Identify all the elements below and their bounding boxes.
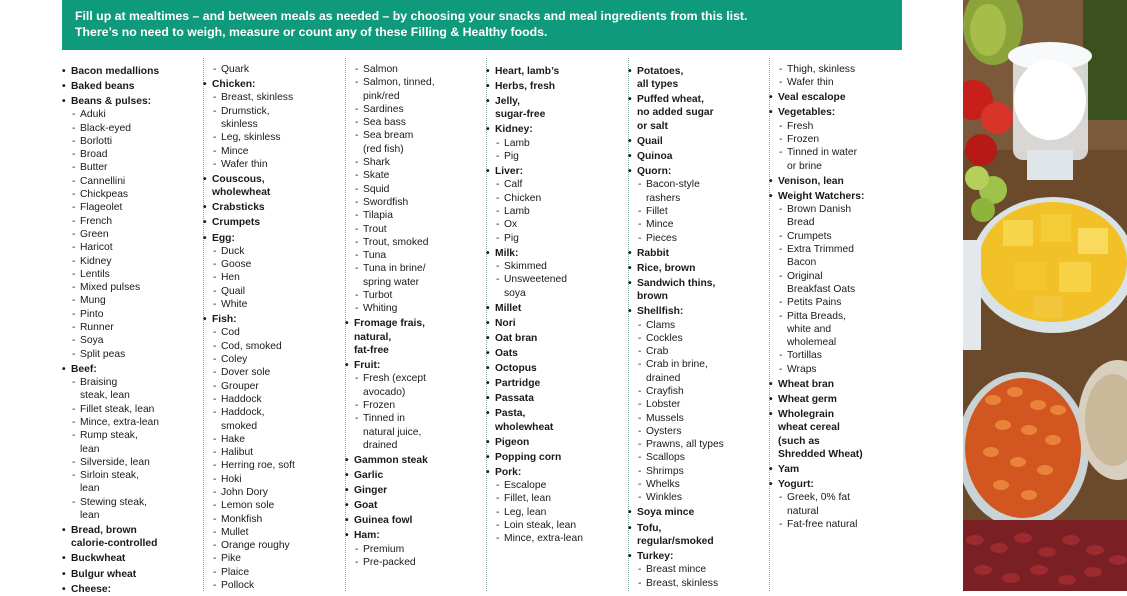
food-heading: • Liver: bbox=[486, 165, 583, 178]
food-subitem: - Trout, smoked bbox=[345, 236, 435, 249]
food-subitem: - Pre-packed bbox=[345, 556, 435, 569]
food-subitem: - Grouper bbox=[203, 380, 295, 393]
food-heading: • Veal escalope bbox=[769, 91, 864, 104]
food-subitem: - Hoki bbox=[203, 473, 295, 486]
food-subitem: - Turbot bbox=[345, 289, 435, 302]
food-subitem: - Premium bbox=[345, 543, 435, 556]
food-heading: • Egg: bbox=[203, 232, 295, 245]
food-subitem: - Sea bream bbox=[345, 129, 435, 142]
food-heading-continued: wholewheat bbox=[495, 421, 554, 433]
food-subitem: - Tilapia bbox=[345, 209, 435, 222]
food-subitem: - Haricot bbox=[62, 241, 159, 254]
food-subitem: - Mung bbox=[62, 294, 159, 307]
food-subitem: - Fat-free natural bbox=[769, 518, 864, 531]
food-subitem: - Tortillas bbox=[769, 349, 864, 362]
food-subitem: - Aduki bbox=[62, 108, 159, 121]
food-subitem: - Hen bbox=[203, 271, 295, 284]
food-subitem: - Mullet bbox=[203, 526, 295, 539]
food-heading: • Beans & pulses: bbox=[62, 95, 159, 108]
food-subitem: - Mussels bbox=[628, 412, 724, 425]
food-heading: • Soya mince bbox=[628, 506, 724, 519]
food-subitem: - Breast mince bbox=[628, 563, 724, 576]
food-subitem: - Skate bbox=[345, 169, 435, 182]
food-heading: • Rice, brown bbox=[628, 262, 724, 275]
food-heading: • Millet bbox=[486, 302, 583, 315]
food-subitem: - Lamb bbox=[486, 137, 583, 150]
food-subitem: - Salmon, tinned, bbox=[345, 76, 435, 89]
food-heading: • Milk: bbox=[486, 247, 583, 260]
food-subitem-continued: rashers bbox=[646, 192, 681, 204]
food-heading: • Fruit: bbox=[345, 359, 435, 372]
food-subitem-continued: pink/red bbox=[363, 90, 400, 102]
food-heading: • Goat bbox=[345, 499, 435, 512]
food-heading-continued: wholewheat bbox=[212, 187, 271, 199]
food-subitem: - Unsweetened bbox=[486, 273, 583, 286]
food-subitem: - Frozen bbox=[345, 399, 435, 412]
food-list-column-5 bbox=[628, 63, 724, 590]
food-subitem: - Haddock bbox=[203, 393, 295, 406]
food-subitem: - Thigh, skinless bbox=[769, 63, 864, 76]
food-heading: • Crumpets bbox=[203, 216, 295, 229]
food-heading: • Sandwich thins, bbox=[628, 277, 724, 290]
food-subitem: - Quark bbox=[203, 63, 295, 76]
food-heading: • Fish: bbox=[203, 313, 295, 326]
food-subitem-continued: Bacon bbox=[787, 257, 817, 269]
food-subitem: - Plaice bbox=[203, 566, 295, 579]
food-subitem: - Chicken bbox=[486, 192, 583, 205]
food-subitem: - Quail bbox=[203, 285, 295, 298]
food-subitem: - Greek, 0% fat bbox=[769, 491, 864, 504]
food-subitem: - Ox bbox=[486, 218, 583, 231]
food-subitem-continued: lean bbox=[80, 443, 100, 455]
food-heading: • Pork: bbox=[486, 466, 583, 479]
food-subitem-continued: Breakfast Oats bbox=[787, 283, 856, 295]
food-subitem: - Halibut bbox=[203, 446, 295, 459]
food-subitem-continued: drained bbox=[363, 439, 398, 451]
food-photo-illustration bbox=[963, 0, 1127, 591]
food-subitem: - Shark bbox=[345, 156, 435, 169]
food-subitem: - Mixed pulses bbox=[62, 281, 159, 294]
food-list-column-6 bbox=[769, 63, 864, 531]
food-subitem: - Breast, skinless bbox=[628, 577, 724, 590]
food-heading: • Fromage frais, bbox=[345, 317, 435, 330]
food-subitem: - Pig bbox=[486, 232, 583, 245]
food-subitem: - Sirloin steak, bbox=[62, 469, 159, 482]
food-subitem: - Mince, extra-lean bbox=[486, 532, 583, 545]
food-subitem: - Fillet, lean bbox=[486, 492, 583, 505]
food-subitem: - Prawns, all types bbox=[628, 438, 724, 451]
food-list-column-1 bbox=[62, 63, 159, 596]
food-subitem: - Bacon-style bbox=[628, 178, 724, 191]
food-heading: • Oat bran bbox=[486, 332, 583, 345]
food-subitem: - Braising bbox=[62, 376, 159, 389]
food-heading: • Jelly, bbox=[486, 95, 583, 108]
food-heading: • Cheese: bbox=[62, 583, 159, 596]
food-subitem: - Leg, lean bbox=[486, 506, 583, 519]
food-subitem: - Coley bbox=[203, 353, 295, 366]
food-heading: • Chicken: bbox=[203, 78, 295, 91]
food-subitem: - Wafer thin bbox=[203, 158, 295, 171]
food-heading-continued: natural, bbox=[354, 331, 392, 343]
food-subitem: - Petits Pains bbox=[769, 296, 864, 309]
food-subitem: - Mince bbox=[628, 218, 724, 231]
food-subitem: - Brown Danish bbox=[769, 203, 864, 216]
food-heading: • Wheat germ bbox=[769, 393, 864, 406]
food-subitem: - Chickpeas bbox=[62, 188, 159, 201]
food-list-column-4 bbox=[486, 63, 583, 546]
food-subitem: - Soya bbox=[62, 334, 159, 347]
food-heading: • Rabbit bbox=[628, 247, 724, 260]
food-subitem: - Pieces bbox=[628, 232, 724, 245]
food-heading: • Wholegrain bbox=[769, 408, 864, 421]
food-subitem-continued: wholemeal bbox=[787, 337, 837, 349]
food-subitem: - Pig bbox=[486, 150, 583, 163]
food-subitem: - Calf bbox=[486, 178, 583, 191]
food-subitem: - Salmon bbox=[345, 63, 435, 76]
food-subitem: - Wraps bbox=[769, 363, 864, 376]
healthy-food-photo bbox=[963, 0, 1127, 591]
food-heading-continued: regular/smoked bbox=[637, 535, 714, 547]
food-subitem: - Monkfish bbox=[203, 513, 295, 526]
food-subitem: - Herring roe, soft bbox=[203, 459, 295, 472]
food-subitem-continued: natural juice, bbox=[363, 426, 422, 438]
food-heading: • Guinea fowl bbox=[345, 514, 435, 527]
food-subitem: - Fresh (except bbox=[345, 372, 435, 385]
food-subitem: - Fresh bbox=[769, 120, 864, 133]
food-heading: • Puffed wheat, bbox=[628, 93, 724, 106]
food-subitem: - Original bbox=[769, 270, 864, 283]
food-subitem: - Duck bbox=[203, 245, 295, 258]
food-subitem: - Fillet steak, lean bbox=[62, 403, 159, 416]
food-heading: • Turkey: bbox=[628, 550, 724, 563]
food-heading-continued: Shredded Wheat) bbox=[778, 448, 863, 460]
food-subitem-continued: or brine bbox=[787, 160, 822, 172]
food-heading: • Yogurt: bbox=[769, 478, 864, 491]
food-heading-continued: or salt bbox=[637, 120, 668, 132]
food-subitem: - Cockles bbox=[628, 332, 724, 345]
food-subitem: - Orange roughy bbox=[203, 539, 295, 552]
food-subitem: - Tinned in water bbox=[769, 146, 864, 159]
food-heading: • Kidney: bbox=[486, 123, 583, 136]
food-subitem: - French bbox=[62, 215, 159, 228]
food-heading: • Ginger bbox=[345, 484, 435, 497]
food-heading: • Gammon steak bbox=[345, 454, 435, 467]
food-heading: • Couscous, bbox=[203, 173, 295, 186]
food-heading: • Passata bbox=[486, 392, 583, 405]
food-subitem: - Drumstick, bbox=[203, 105, 295, 118]
food-subitem-continued: avocado) bbox=[363, 386, 406, 398]
food-heading: • Nori bbox=[486, 317, 583, 330]
food-subitem: - Dover sole bbox=[203, 366, 295, 379]
food-heading: • Oats bbox=[486, 347, 583, 360]
food-subitem-continued: drained bbox=[646, 372, 681, 384]
food-subitem: - Cod, smoked bbox=[203, 340, 295, 353]
food-heading-continued: brown bbox=[637, 291, 668, 303]
food-subitem: - Swordfish bbox=[345, 196, 435, 209]
food-heading-continued: sugar-free bbox=[495, 109, 546, 121]
food-heading: • Baked beans bbox=[62, 80, 159, 93]
food-heading-continued: calorie-controlled bbox=[71, 538, 158, 550]
food-subitem: - Tuna bbox=[345, 249, 435, 262]
food-subitem: - Mince, extra-lean bbox=[62, 416, 159, 429]
food-subitem: - Whiting bbox=[345, 302, 435, 315]
food-subitem: - Kidney bbox=[62, 255, 159, 268]
food-subitem: - Crayfish bbox=[628, 385, 724, 398]
intro-banner bbox=[62, 0, 902, 50]
food-heading: • Wheat bran bbox=[769, 378, 864, 391]
food-heading: • Vegetables: bbox=[769, 106, 864, 119]
food-heading-continued: wheat cereal bbox=[778, 422, 840, 434]
food-heading: • Potatoes, bbox=[628, 65, 724, 78]
food-subitem: - Runner bbox=[62, 321, 159, 334]
food-heading: • Garlic bbox=[345, 469, 435, 482]
food-subitem: - Haddock, bbox=[203, 406, 295, 419]
food-subitem: - Whelks bbox=[628, 478, 724, 491]
food-heading: • Octopus bbox=[486, 362, 583, 375]
food-subitem: - Split peas bbox=[62, 348, 159, 361]
food-subitem: - Borlotti bbox=[62, 135, 159, 148]
food-subitem: - Clams bbox=[628, 319, 724, 332]
food-heading-continued: fat-free bbox=[354, 345, 389, 357]
food-subitem: - Lemon sole bbox=[203, 499, 295, 512]
food-subitem-continued: steak, lean bbox=[80, 390, 130, 402]
food-heading: • Yam bbox=[769, 463, 864, 476]
food-heading: • Bulgur wheat bbox=[62, 568, 159, 581]
food-subitem: - Tuna in brine/ bbox=[345, 262, 435, 275]
banner-line-2: There’s no need to weigh, measure or count any of these Filling & Healthy foods. bbox=[75, 25, 548, 39]
food-subitem: - Shrimps bbox=[628, 465, 724, 478]
food-subitem: - Rump steak, bbox=[62, 429, 159, 442]
food-subitem: - Skimmed bbox=[486, 260, 583, 273]
food-subitem: - Sea bass bbox=[345, 116, 435, 129]
banner-line-1: Fill up at mealtimes – and between meals as needed – by choosing your snacks and meal ingredients from this list. bbox=[75, 9, 748, 23]
food-heading: • Quinoa bbox=[628, 150, 724, 163]
food-subitem: - Crumpets bbox=[769, 230, 864, 243]
food-list-column-3 bbox=[345, 63, 435, 569]
food-subitem: - Pike bbox=[203, 552, 295, 565]
food-subitem: - Cod bbox=[203, 326, 295, 339]
food-subitem: - Scallops bbox=[628, 451, 724, 464]
food-heading: • Venison, lean bbox=[769, 175, 864, 188]
food-heading-continued: no added sugar bbox=[637, 107, 714, 119]
food-heading: • Partridge bbox=[486, 377, 583, 390]
food-heading: • Shellfish: bbox=[628, 305, 724, 318]
food-subitem: - Pinto bbox=[62, 308, 159, 321]
food-heading-continued: all types bbox=[637, 79, 679, 91]
food-subitem: - Fillet bbox=[628, 205, 724, 218]
food-subitem: - Goose bbox=[203, 258, 295, 271]
food-subitem: - Extra Trimmed bbox=[769, 243, 864, 256]
food-subitem: - Broad bbox=[62, 148, 159, 161]
food-subitem: - Pitta Breads, bbox=[769, 310, 864, 323]
food-subitem: - Silverside, lean bbox=[62, 456, 159, 469]
food-heading: • Heart, lamb’s bbox=[486, 65, 583, 78]
food-heading: • Herbs, fresh bbox=[486, 80, 583, 93]
food-subitem: - Loin steak, lean bbox=[486, 519, 583, 532]
food-subitem-continued: natural bbox=[787, 505, 819, 517]
food-heading: • Pigeon bbox=[486, 436, 583, 449]
food-subitem: - White bbox=[203, 298, 295, 311]
food-list-column-2 bbox=[203, 63, 295, 592]
food-heading: • Bacon medallions bbox=[62, 65, 159, 78]
food-heading: • Quorn: bbox=[628, 165, 724, 178]
food-subitem: - Frozen bbox=[769, 133, 864, 146]
food-subitem: - Butter bbox=[62, 161, 159, 174]
food-subitem: - Cannellini bbox=[62, 175, 159, 188]
food-subitem-continued: smoked bbox=[221, 420, 258, 432]
food-subitem: - John Dory bbox=[203, 486, 295, 499]
food-subitem-continued: lean bbox=[80, 509, 100, 521]
food-subitem: - Crab in brine, bbox=[628, 358, 724, 371]
food-subitem-continued: (red fish) bbox=[363, 143, 404, 155]
food-subitem-continued: skinless bbox=[221, 118, 258, 130]
food-subitem: - Hake bbox=[203, 433, 295, 446]
food-subitem: - Breast, skinless bbox=[203, 91, 295, 104]
food-subitem: - Squid bbox=[345, 183, 435, 196]
food-heading: • Beef: bbox=[62, 363, 159, 376]
food-heading: • Popping corn bbox=[486, 451, 583, 464]
food-heading: • Weight Watchers: bbox=[769, 190, 864, 203]
food-subitem: - Sardines bbox=[345, 103, 435, 116]
food-heading: • Pasta, bbox=[486, 407, 583, 420]
food-subitem: - Lobster bbox=[628, 398, 724, 411]
food-subitem: - Crab bbox=[628, 345, 724, 358]
food-subitem: - Trout bbox=[345, 223, 435, 236]
food-subitem-continued: spring water bbox=[363, 276, 420, 288]
food-subitem: - Pollock bbox=[203, 579, 295, 592]
food-subitem: - Leg, skinless bbox=[203, 131, 295, 144]
food-subitem: - Escalope bbox=[486, 479, 583, 492]
food-subitem: - Tinned in bbox=[345, 412, 435, 425]
food-heading: • Tofu, bbox=[628, 522, 724, 535]
food-subitem: - Stewing steak, bbox=[62, 496, 159, 509]
food-heading-continued: (such as bbox=[778, 435, 820, 447]
food-subitem: - Lentils bbox=[62, 268, 159, 281]
food-heading: • Buckwheat bbox=[62, 552, 159, 565]
food-heading: • Ham: bbox=[345, 529, 435, 542]
food-subitem: - Oysters bbox=[628, 425, 724, 438]
food-subitem: - Lamb bbox=[486, 205, 583, 218]
food-subitem-continued: soya bbox=[504, 287, 526, 299]
food-subitem: - Flageolet bbox=[62, 201, 159, 214]
food-subitem: - Green bbox=[62, 228, 159, 241]
food-subitem: - Black-eyed bbox=[62, 122, 159, 135]
food-subitem: - Wafer thin bbox=[769, 76, 864, 89]
food-heading: • Quail bbox=[628, 135, 724, 148]
food-subitem-continued: white and bbox=[787, 323, 832, 335]
food-subitem: - Winkles bbox=[628, 491, 724, 504]
food-subitem-continued: Bread bbox=[787, 217, 815, 229]
food-subitem-continued: lean bbox=[80, 483, 100, 495]
food-subitem: - Mince bbox=[203, 145, 295, 158]
food-heading: • Crabsticks bbox=[203, 201, 295, 214]
food-heading: • Bread, brown bbox=[62, 524, 159, 537]
